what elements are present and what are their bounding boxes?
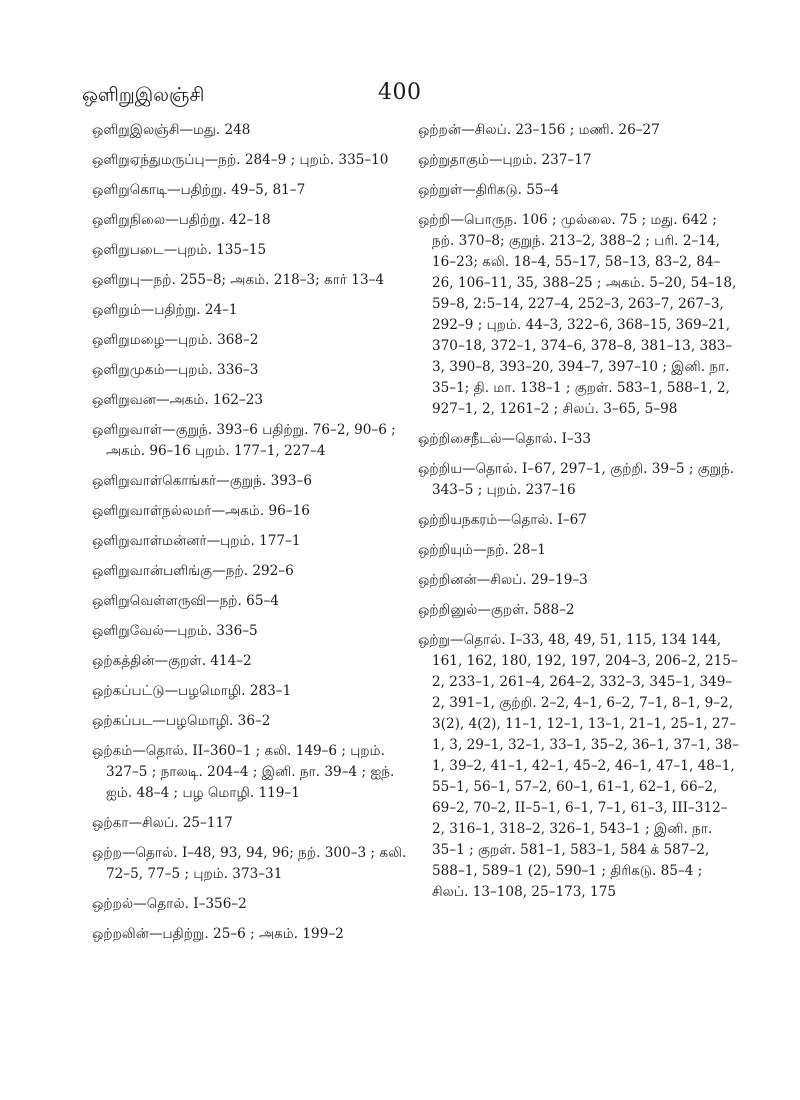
entry-references: —சிலப். 23–156 ; மணி. 26–27 [461,122,660,138]
entry-term: ஒளிறுஏந்துமருப்பு [92,152,205,168]
index-entry [418,540,740,561]
entry-references: —திரிகடு. 55–4 [462,182,560,198]
entry-term: ஒற்ற [92,845,122,861]
index-entry [418,150,740,171]
index-entry [92,681,408,702]
entry-references: —நற். 28–1 [472,542,546,558]
index-entry [92,240,408,261]
entry-term: ஒளிறுகொடி [92,182,167,198]
entry-references: —அகம். 162–23 [155,392,264,408]
entry-references: —மது. 248 [179,122,251,138]
entry-term: ஒற்று [418,632,451,648]
index-entry [92,813,408,834]
entry-references: —சிலப். 29–19–3 [476,572,588,588]
index-entry [92,330,408,351]
entry-references: —பழமொழி. 36–2 [152,713,271,729]
index-entry [418,510,740,531]
entry-references: —நற். 284–9 ; புறம். 335–10 [204,152,389,168]
entry-references: —புறம். 237–17 [488,152,592,168]
entry-term: ஒளிறுவேல் [92,623,164,639]
entry-references: —தொல். I–67 [497,512,587,528]
entry-term: ஒளிறுவான்பளிங்கு [92,563,213,579]
index-entry [92,270,408,291]
entry-references: —புறம். 368–2 [164,332,259,348]
entry-references: —தொல். I–33 [501,431,592,447]
entry-term: ஒற்கப்பட [92,713,153,729]
index-entry [92,531,408,552]
entry-references: —தொல். I–48, 93, 94, 96; நற். 300–3 ; கலி. 72–5, 77–5 ; புறம். 373–31 [106,845,407,882]
entry-references: —சிலப். 25–117 [128,815,233,831]
index-entry [92,741,408,804]
index-entry [92,621,408,642]
index-entry [418,570,740,591]
index-entry [92,471,408,492]
index-entry [418,459,740,501]
entry-term: ஒற்றன் [418,122,462,138]
index-entry [92,420,408,462]
entry-references: —பொருந. 106 ; முல்லை. 75 ; மது. 642 ; நற். 370–8; குறுந். 213–2, 388–2 ; பரி. 2–14, 16–23; கலி. 18–4, 55–17, 58–13, 83–2, 84–26, 106–11, 35, 388–25 ; அகம். 5–20, 54–18, 59–8, 2:5–14, 227–4, 252–3, 263–7, 267–3, 292–9 ; புறம். 44–3, 322–6, 368–15, 369–21, 370–18, 372–1, 374–6, 378–8, 381–13, 383–3, 390–8, 393–20, 394–7, 397–10 ; இனி. நா. 35–1; தி. மா. 138–1 ; குறள். 583–1, 588–1, 2, 927–1, 2, 1261–2 ; சிலப். 3–65, 5–98 [432,212,737,417]
entry-term: ஒற்றியநகரம் [418,512,498,528]
entry-term: ஒளிறுமழை [92,332,165,348]
index-entry [92,561,408,582]
entry-references: —புறம். 336–3 [164,362,259,378]
entry-references: —குறள். 588–2 [477,602,575,618]
entry-references: —நற். 292–6 [212,563,294,579]
entry-references: —அகம். 96–16 [211,503,310,519]
entry-term: ஒளிறுவன [92,392,156,408]
entry-term: ஒற்கப்பட்டு [92,683,165,699]
index-entry [418,600,740,621]
entry-references: —பதிற்று. 49–5, 81–7 [166,182,306,198]
index-entry [92,711,408,732]
entry-term: ஒற்றிசைநீடல் [418,431,502,447]
index-entry [92,180,408,201]
index-entry [92,390,408,411]
index-entry [92,894,408,915]
entry-references: —பதிற்று. 42–18 [165,212,271,228]
index-entry [92,843,408,885]
entry-references: —தொல். I–356–2 [133,896,247,912]
index-entry [92,501,408,522]
index-entry [92,150,408,171]
entry-term: ஒற்றலின் [92,926,149,942]
index-entry [418,210,740,420]
entry-references: —குறுந். 393–6 [216,473,312,489]
running-head-word: ஒளிறுஇலஞ்சி [82,84,205,106]
index-entry [92,924,408,945]
entry-term: ஒளிறும் [92,302,141,318]
entry-term: ஒற்றினுல் [418,602,478,618]
entry-term: ஒற்றியும் [418,542,473,558]
index-entry [92,300,408,321]
entry-references: —பதிற்று. 24–1 [140,302,238,318]
entry-term: ஒற்றி [418,212,451,228]
entry-term: ஒளிறுநிலை [92,212,166,228]
entry-term: ஒளிறுவாள்மன்னர் [92,533,207,549]
entry-references: —புறம். 336–5 [163,623,258,639]
index-entry [418,120,740,141]
left-column [92,120,408,954]
entry-term: ஒற்றிய [418,461,462,477]
index-entry [418,630,740,903]
index-entry [92,591,408,612]
entry-term: ஒளிறுவெள்ளருவி [92,593,206,609]
entry-term: ஒளிறுவாள்கொங்கர் [92,473,217,489]
entry-references: —தொல். I–33, 48, 49, 51, 115, 134 144, 161, 162, 180, 192, 197, 204–3, 206–2, 215–2, 233–1, 261–4, 264–2, 332–3, 345–1, 349–2, 391–1, குற்றி. 2–2, 4–1, 6–2, 7–1, 8–1, 9–2, 3(2), 4(2), 11–1, 12–1, 13–1, 21–1, 25–1, 27–1, 3, 29–1, 32–1, 33–1, 35–2, 36–1, 37–1, 38–1, 39–2, 41–1, 42–1, 45–2, 46–1, 47–1, 48–1, 55–1, 56–1, 57–2, 60–1, 61–1, 62–1, 66–2, 69–2, 70–2, II–5–1, 6–1, 7–1, 61–3, III–312–2, 316–1, 318–2, 326–1, 543–1 ; இனி. நா. 35–1 ; குறள். 581–1, 583–1, 584 க் 587–2, 588–1, 589–1 (2), 590–1 ; திரிகடு. 85–4 ; சிலப். 13–108, 25–173, 175 [432,632,739,900]
entry-references: —குறள். 414–2 [154,653,252,669]
entry-term: ஒளிறுபு [92,272,140,288]
page-number: 400 [378,80,422,105]
entry-references: —புறம். 135–15 [163,242,267,258]
entry-term: ஒற்றினன் [418,572,477,588]
entry-term: ஒளிறுமுகம் [92,362,165,378]
index-entry [418,180,740,201]
entry-references: —தொல். I–67, 297–1, குற்றி. 39–5 ; குறுந். 343–5 ; புறம். 237–16 [432,461,735,498]
index-entry [92,120,408,141]
entry-references: —பதிற்று. 25–6 ; அகம். 199–2 [148,926,344,942]
right-column [418,120,740,912]
entry-references: —புறம். 177–1 [206,533,301,549]
entry-term: ஒற்கா [92,815,129,831]
entry-references: —தொல். II–360–1 ; கலி. 149–6 ; புறம். 327–5 ; நாலடி. 204–4 ; இனி. நா. 39–4 ; ஐந். ஐம். 48–4 ; பழ மொழி. 119–1 [106,743,395,801]
entry-term: ஒளிறுஇலஞ்சி [92,122,180,138]
entry-term: ஒற்கத்தின் [92,653,155,669]
entry-term: ஒற்றுதாகும் [418,152,489,168]
index-entry [92,360,408,381]
entry-term: ஒற்றுள் [418,182,463,198]
entry-references: —நற். 255–8; அகம். 218–3; கார் 13–4 [139,272,385,288]
entry-references: —குறுந். 393–6 பதிற்று. 76–2, 90–6 ; அகம். 96–16 புறம். 177–1, 227–4 [106,422,396,459]
entry-term: ஒளிறுபடை [92,242,164,258]
entry-term: ஒளிறுவாள்நல்லமர் [92,503,212,519]
entry-term: ஒற்கம் [92,743,133,759]
index-entry [92,651,408,672]
index-entry [92,210,408,231]
entry-references: —பழமொழி. 283–1 [164,683,292,699]
index-entry [418,429,740,450]
entry-term: ஒளிறுவாள் [92,422,163,438]
entry-term: ஒற்றல் [92,896,134,912]
entry-references: —நற். 65–4 [205,593,279,609]
